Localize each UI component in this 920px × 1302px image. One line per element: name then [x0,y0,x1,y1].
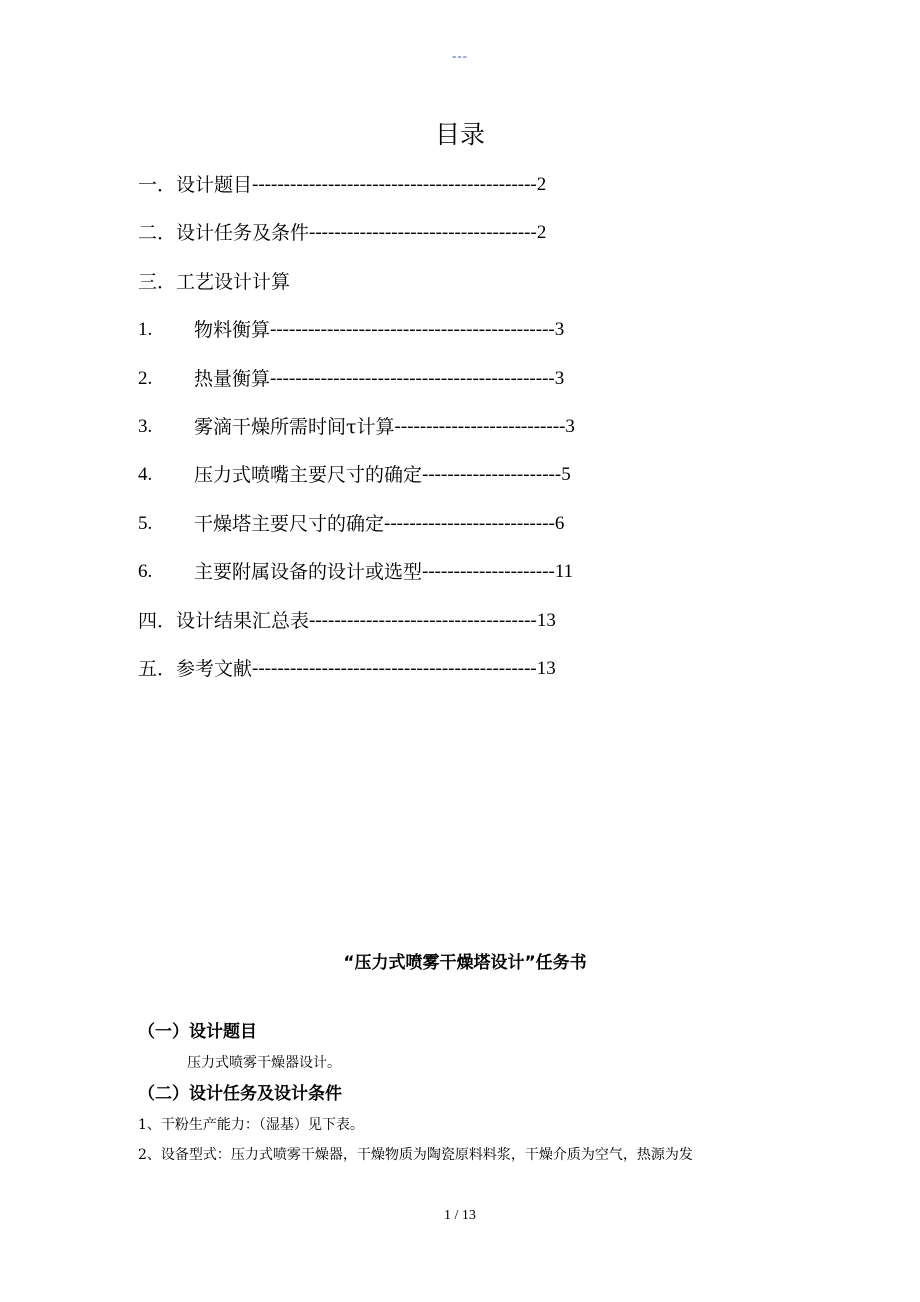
toc-page-number: 3 [554,367,565,389]
toc-entry-3-1[interactable] [138,315,658,363]
toc-entry-number: 5. [138,512,153,534]
toc-entry-number: 3. [138,415,153,437]
header-mark: --- [452,48,468,63]
toc-entry-number: 2. [138,367,153,389]
toc-entry-label: 设计结果汇总表 [176,609,310,632]
toc-leader-dots: ---------------------- [422,464,562,486]
toc-entry-label: 参考文献 [176,657,253,680]
task-title: “压力式喷雾干燥塔设计”任务书 [343,953,587,973]
toc-entry-label: 物料衡算 [194,319,271,342]
toc-entry-label: 压力式喷嘴主要尺寸的确定 [194,464,423,487]
toc-entry-label: 热量衡算 [194,367,271,390]
toc-entry-4[interactable] [138,606,658,654]
toc-entry-1[interactable] [138,170,658,218]
toc-page-number: 11 [554,561,574,583]
toc-page-number: 2 [536,222,547,244]
toc-leader-dots: --------------------------- [394,415,566,437]
section-1-heading: （一）设计题目 [138,1022,257,1042]
toc-page-number: 13 [536,609,556,631]
toc-leader-dots: --------------------------------------------- [252,174,537,195]
toc-leader-dots: --------------------------- [384,512,555,534]
toc-page-number: 5 [561,464,571,486]
toc-entry-label: 设计任务及条件 [176,222,310,245]
toc-leader-dots: ------------------------------------ [309,609,537,631]
toc-page-number: 3 [554,319,565,341]
toc-entry-number: 四． [138,609,177,632]
section-2-heading: （二）设计任务及设计条件 [138,1084,342,1104]
toc-entry-3-6[interactable] [138,557,658,605]
toc-entry-label: 主要附属设备的设计或选型 [194,561,423,584]
page-indicator: 1 / 13 [444,1208,476,1223]
toc-entry-label: 设计题目 [176,174,253,196]
toc-entry-label: 工艺设计计算 [176,270,291,293]
toc-entry-number: 一． [138,174,177,196]
toc-page-number: 3 [565,415,575,437]
toc-entry-3-4[interactable] [138,460,658,508]
toc-entry-2[interactable] [138,218,658,266]
toc-entry-5[interactable] [138,654,658,702]
toc-leader-dots: --------------------------------------------- [270,367,555,389]
toc-entry-3-2[interactable] [138,364,658,412]
condition-item-1: 1、干粉生产能力：（湿基）见下表。 [138,1117,364,1133]
toc-page-number: 13 [536,657,556,679]
condition-item-2: 2、设备型式：压力式喷雾干燥器，干燥物质为陶瓷原料料浆，干燥介质为空气，热源为发 [138,1147,693,1163]
toc-entry-label: 雾滴干燥所需时间τ计算 [194,415,395,438]
toc-leader-dots: --------------------------------------------- [270,319,555,341]
toc-entry-number: 4. [138,464,153,486]
toc-entry-3-5[interactable] [138,509,658,557]
toc-entry-number: 三． [138,270,177,293]
toc-title: 目录 [434,120,485,149]
toc-entry-number: 二． [138,222,177,245]
table-of-contents [138,170,658,702]
toc-leader-dots: ------------------------------------ [309,222,537,244]
toc-leader-dots: --------------------- [422,561,555,583]
toc-entry-number: 6. [138,561,153,583]
toc-page-number: 6 [554,512,565,534]
toc-entry-3[interactable] [138,267,658,315]
toc-entry-label: 干燥塔主要尺寸的确定 [194,512,385,535]
toc-entry-number: 五． [138,657,177,680]
toc-leader-dots: --------------------------------------------- [252,657,537,679]
toc-page-number: 2 [536,174,547,195]
section-1-text: 压力式喷雾干燥器设计。 [187,1055,341,1071]
toc-entry-number: 1. [138,319,153,341]
toc-entry-3-3[interactable] [138,412,658,460]
